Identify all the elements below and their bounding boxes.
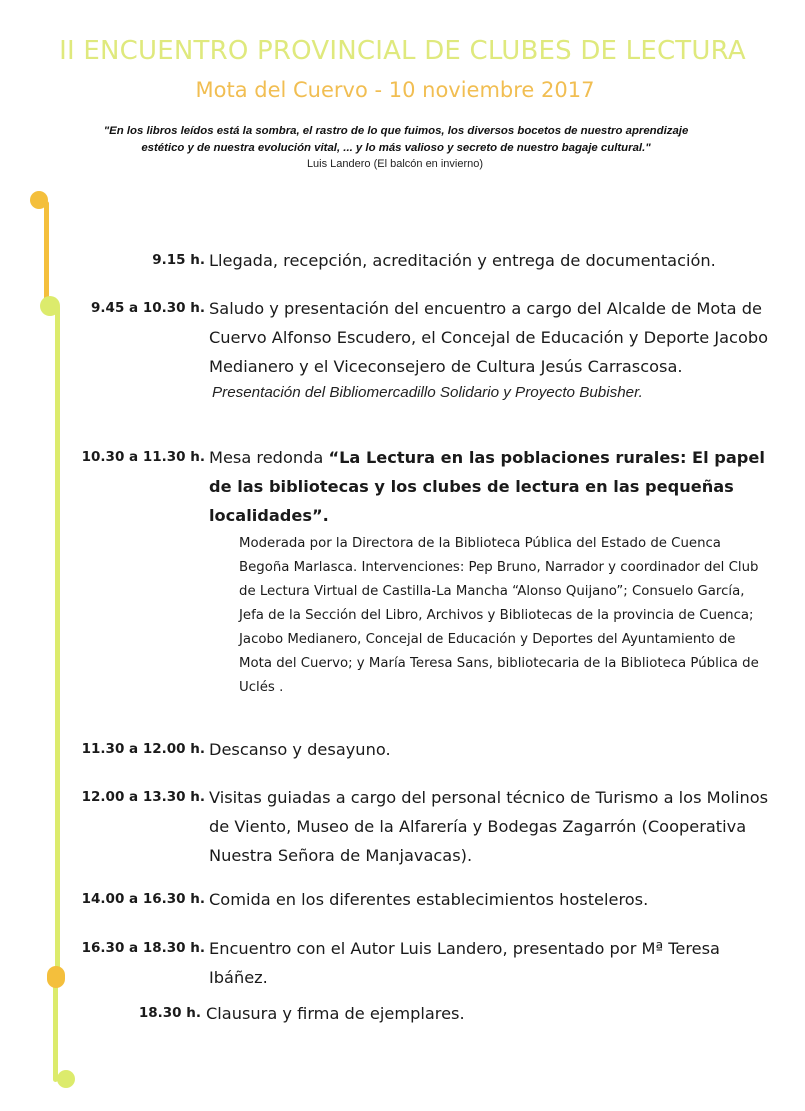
timeline-line-green: [55, 305, 60, 977]
schedule-description: Llegada, recepción, acreditación y entrega de documentación.: [209, 251, 716, 270]
schedule-description: Descanso y desayuno.: [209, 740, 391, 759]
quote-author: Luis Landero (El balcón en invierno): [306, 158, 484, 170]
schedule-time: 18.30 h.: [138, 1005, 201, 1021]
quote-line-1: "En los libros leídos está la sombra, el rastro de lo que fuimos, los diversos bocetos de nuestro aprendizaje: [103, 125, 689, 137]
epigraph-quote: [40, 123, 752, 157]
timeline-line-green-bottom: [53, 978, 58, 1082]
event-title: II ENCUENTRO PROVINCIAL DE CLUBES DE LECTURA: [59, 36, 746, 66]
schedule-description-block: [209, 294, 771, 405]
round-table-title: “La Lectura en las poblaciones rurales: El papel de las bibliotecas y los clubes de lectura en las pequeñas localidades”.: [209, 448, 765, 525]
timeline-node: [40, 296, 60, 316]
schedule-description: Clausura y firma de ejemplares.: [206, 1004, 465, 1023]
schedule-description: Visitas guiadas a cargo del personal técnico de Turismo a los Molinos de Viento, Museo de la Alfarería y Bodegas Zagarrón (Cooperativa Nuestra Señora de Manjavacas).: [209, 788, 769, 865]
schedule-time: 16.30 a 18.30 h.: [81, 940, 205, 956]
schedule-time: 9.15 h.: [152, 252, 205, 268]
schedule-description: Comida en los diferentes establecimientos hosteleros.: [209, 890, 649, 909]
schedule-time: 9.45 a 10.30 h.: [91, 300, 205, 316]
schedule-time: 11.30 a 12.00 h.: [81, 741, 205, 757]
timeline-node: [47, 966, 65, 988]
schedule-time: 12.00 a 13.30 h.: [81, 789, 205, 805]
schedule-time: 10.30 a 11.30 h.: [81, 449, 205, 465]
schedule-description-block: [209, 443, 771, 700]
schedule-time: 14.00 a 16.30 h.: [81, 891, 205, 907]
schedule-note: Presentación del Bibliomercadillo Solidario y Proyecto Bubisher.: [212, 384, 643, 401]
timeline-line-orange: [44, 201, 49, 309]
event-subtitle: Mota del Cuervo - 10 noviembre 2017: [195, 78, 595, 102]
schedule-description: [209, 443, 771, 530]
round-table-label: Mesa redonda: [209, 448, 329, 467]
round-table-detail: Moderada por la Directora de la Biblioteca Pública del Estado de Cuenca Begoña Marlasca. Intervenciones: Pep Bruno, Narrador y coordinador del Club de Lectura Virtual de Castilla-La Mancha “Alonso Quijano”; Consuelo García, Jefa de la Sección del Libro, Archivos y Bibliotecas de la provincia de Cuenca; Jacobo Medianero, Concejal de Educación y Deportes del Ayuntamiento de Mota del Cuervo; y María Teresa Sans, bibliotecaria de la Biblioteca Pública de Uclés .: [239, 536, 759, 695]
schedule-description: Saludo y presentación del encuentro a cargo del Alcalde de Mota de Cuervo Alfonso Escudero, el Concejal de Educación y Deporte Jacobo Medianero y el Viceconsejero de Cultura Jesús Carrascosa.: [209, 299, 769, 376]
schedule-description: Encuentro con el Autor Luis Landero, presentado por Mª Teresa Ibáñez.: [209, 939, 720, 987]
quote-line-2: estético y de nuestra evolución vital, ... y lo más valioso y secreto de nuestro bagaje cultural.": [141, 142, 651, 154]
timeline-node-start: [30, 191, 48, 209]
timeline-node-end: [57, 1070, 75, 1088]
